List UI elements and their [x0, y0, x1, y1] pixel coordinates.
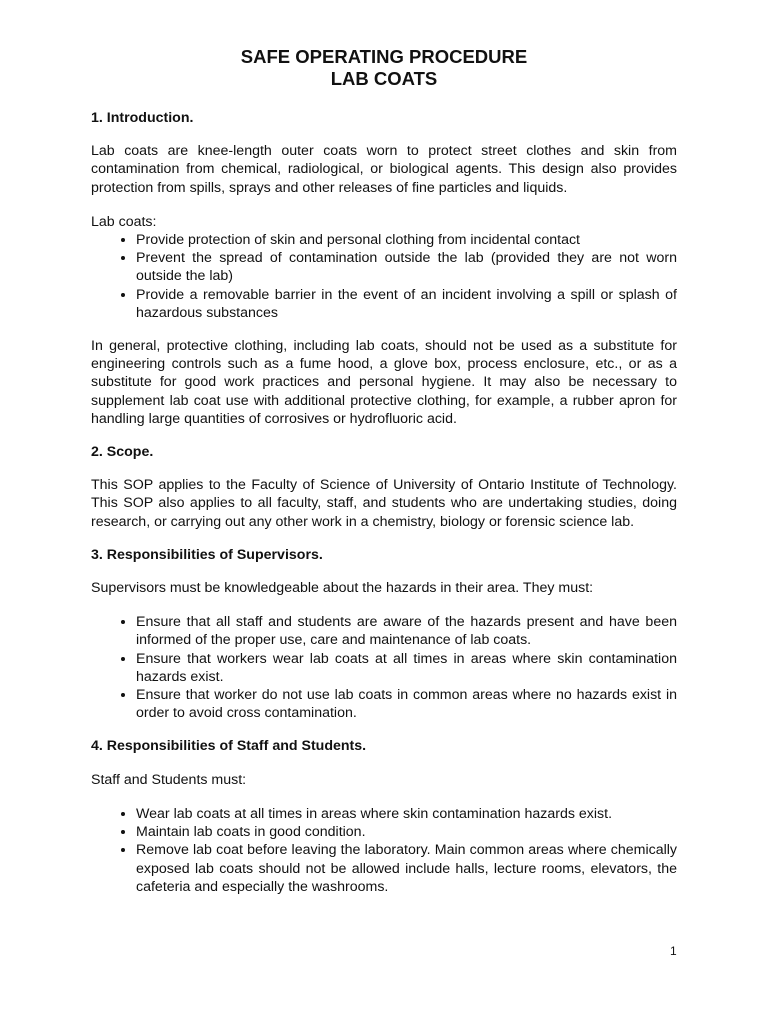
scope-paragraph: This SOP applies to the Faculty of Science of University of Ontario Institute of Technology. This SOP also applies to all faculty, staff, and students who are undertaking studies, doing research, or carrying out any other work in a chemistry, biology or forensic science lab. — [91, 477, 677, 530]
intro-bullet-list — [91, 231, 677, 322]
list-item: • Wear lab coats at all times in areas where skin contamination hazards exist. — [136, 805, 677, 823]
supervisors-bullet-list — [91, 613, 677, 722]
title-line-1: SAFE OPERATING PROCEDURE — [240, 46, 528, 67]
list-item: • Prevent the spread of contamination outside the lab (provided they are not worn outside the lab) — [136, 249, 677, 285]
intro-paragraph-1: Lab coats are knee-length outer coats worn to protect street clothes and skin from contamination from chemical, radiological, or biological agents. This design also provides protection from spills, sprays and other releases of fine particles and liquids. — [91, 143, 677, 196]
document-title — [91, 46, 677, 90]
list-item: • Ensure that all staff and students are aware of the hazards present and have been informed of the proper use, care and maintenance of lab coats. — [136, 613, 677, 649]
intro-paragraph-2: In general, protective clothing, including lab coats, should not be used as a substitute for engineering controls such as a fume hood, a glove box, process enclosure, etc., or as a substitute for good work practices and personal hygiene. It may also be necessary to supplement lab coat use with additional protective clothing, for example, a rubber apron for handling large quantities of corrosives or hydrofluoric acid. — [91, 338, 677, 427]
staff-paragraph: Staff and Students must: — [91, 771, 247, 788]
heading-introduction: 1. Introduction. — [91, 110, 194, 126]
list-item: • Remove lab coat before leaving the laboratory. Main common areas where chemically exposed lab coats should not be allowed include halls, lecture rooms, elevators, the cafeteria and especially the washrooms. — [136, 841, 677, 896]
list-item: • Maintain lab coats in good condition. — [136, 823, 677, 841]
staff-bullet-list — [91, 805, 677, 896]
supervisors-paragraph: Supervisors must be knowledgeable about the hazards in their area. They must: — [91, 580, 594, 597]
intro-list-intro: Lab coats: — [91, 213, 157, 230]
list-item: • Ensure that workers wear lab coats at all times in areas where skin contamination hazards exist. — [136, 650, 677, 686]
document-body — [91, 46, 677, 896]
heading-supervisors: 3. Responsibilities of Supervisors. — [91, 546, 323, 563]
page-number: 1 — [670, 944, 677, 958]
list-item: • Provide protection of skin and personal clothing from incidental contact — [136, 231, 677, 249]
title-line-2: LAB COATS — [330, 68, 438, 89]
heading-scope: 2. Scope. — [91, 444, 154, 461]
list-item: • Provide a removable barrier in the event of an incident involving a spill or splash of hazardous substances — [136, 286, 677, 322]
list-item: • Ensure that worker do not use lab coats in common areas where no hazards exist in order to avoid cross contamination. — [136, 686, 677, 722]
heading-staff-students: 4. Responsibilities of Staff and Students. — [91, 738, 367, 755]
